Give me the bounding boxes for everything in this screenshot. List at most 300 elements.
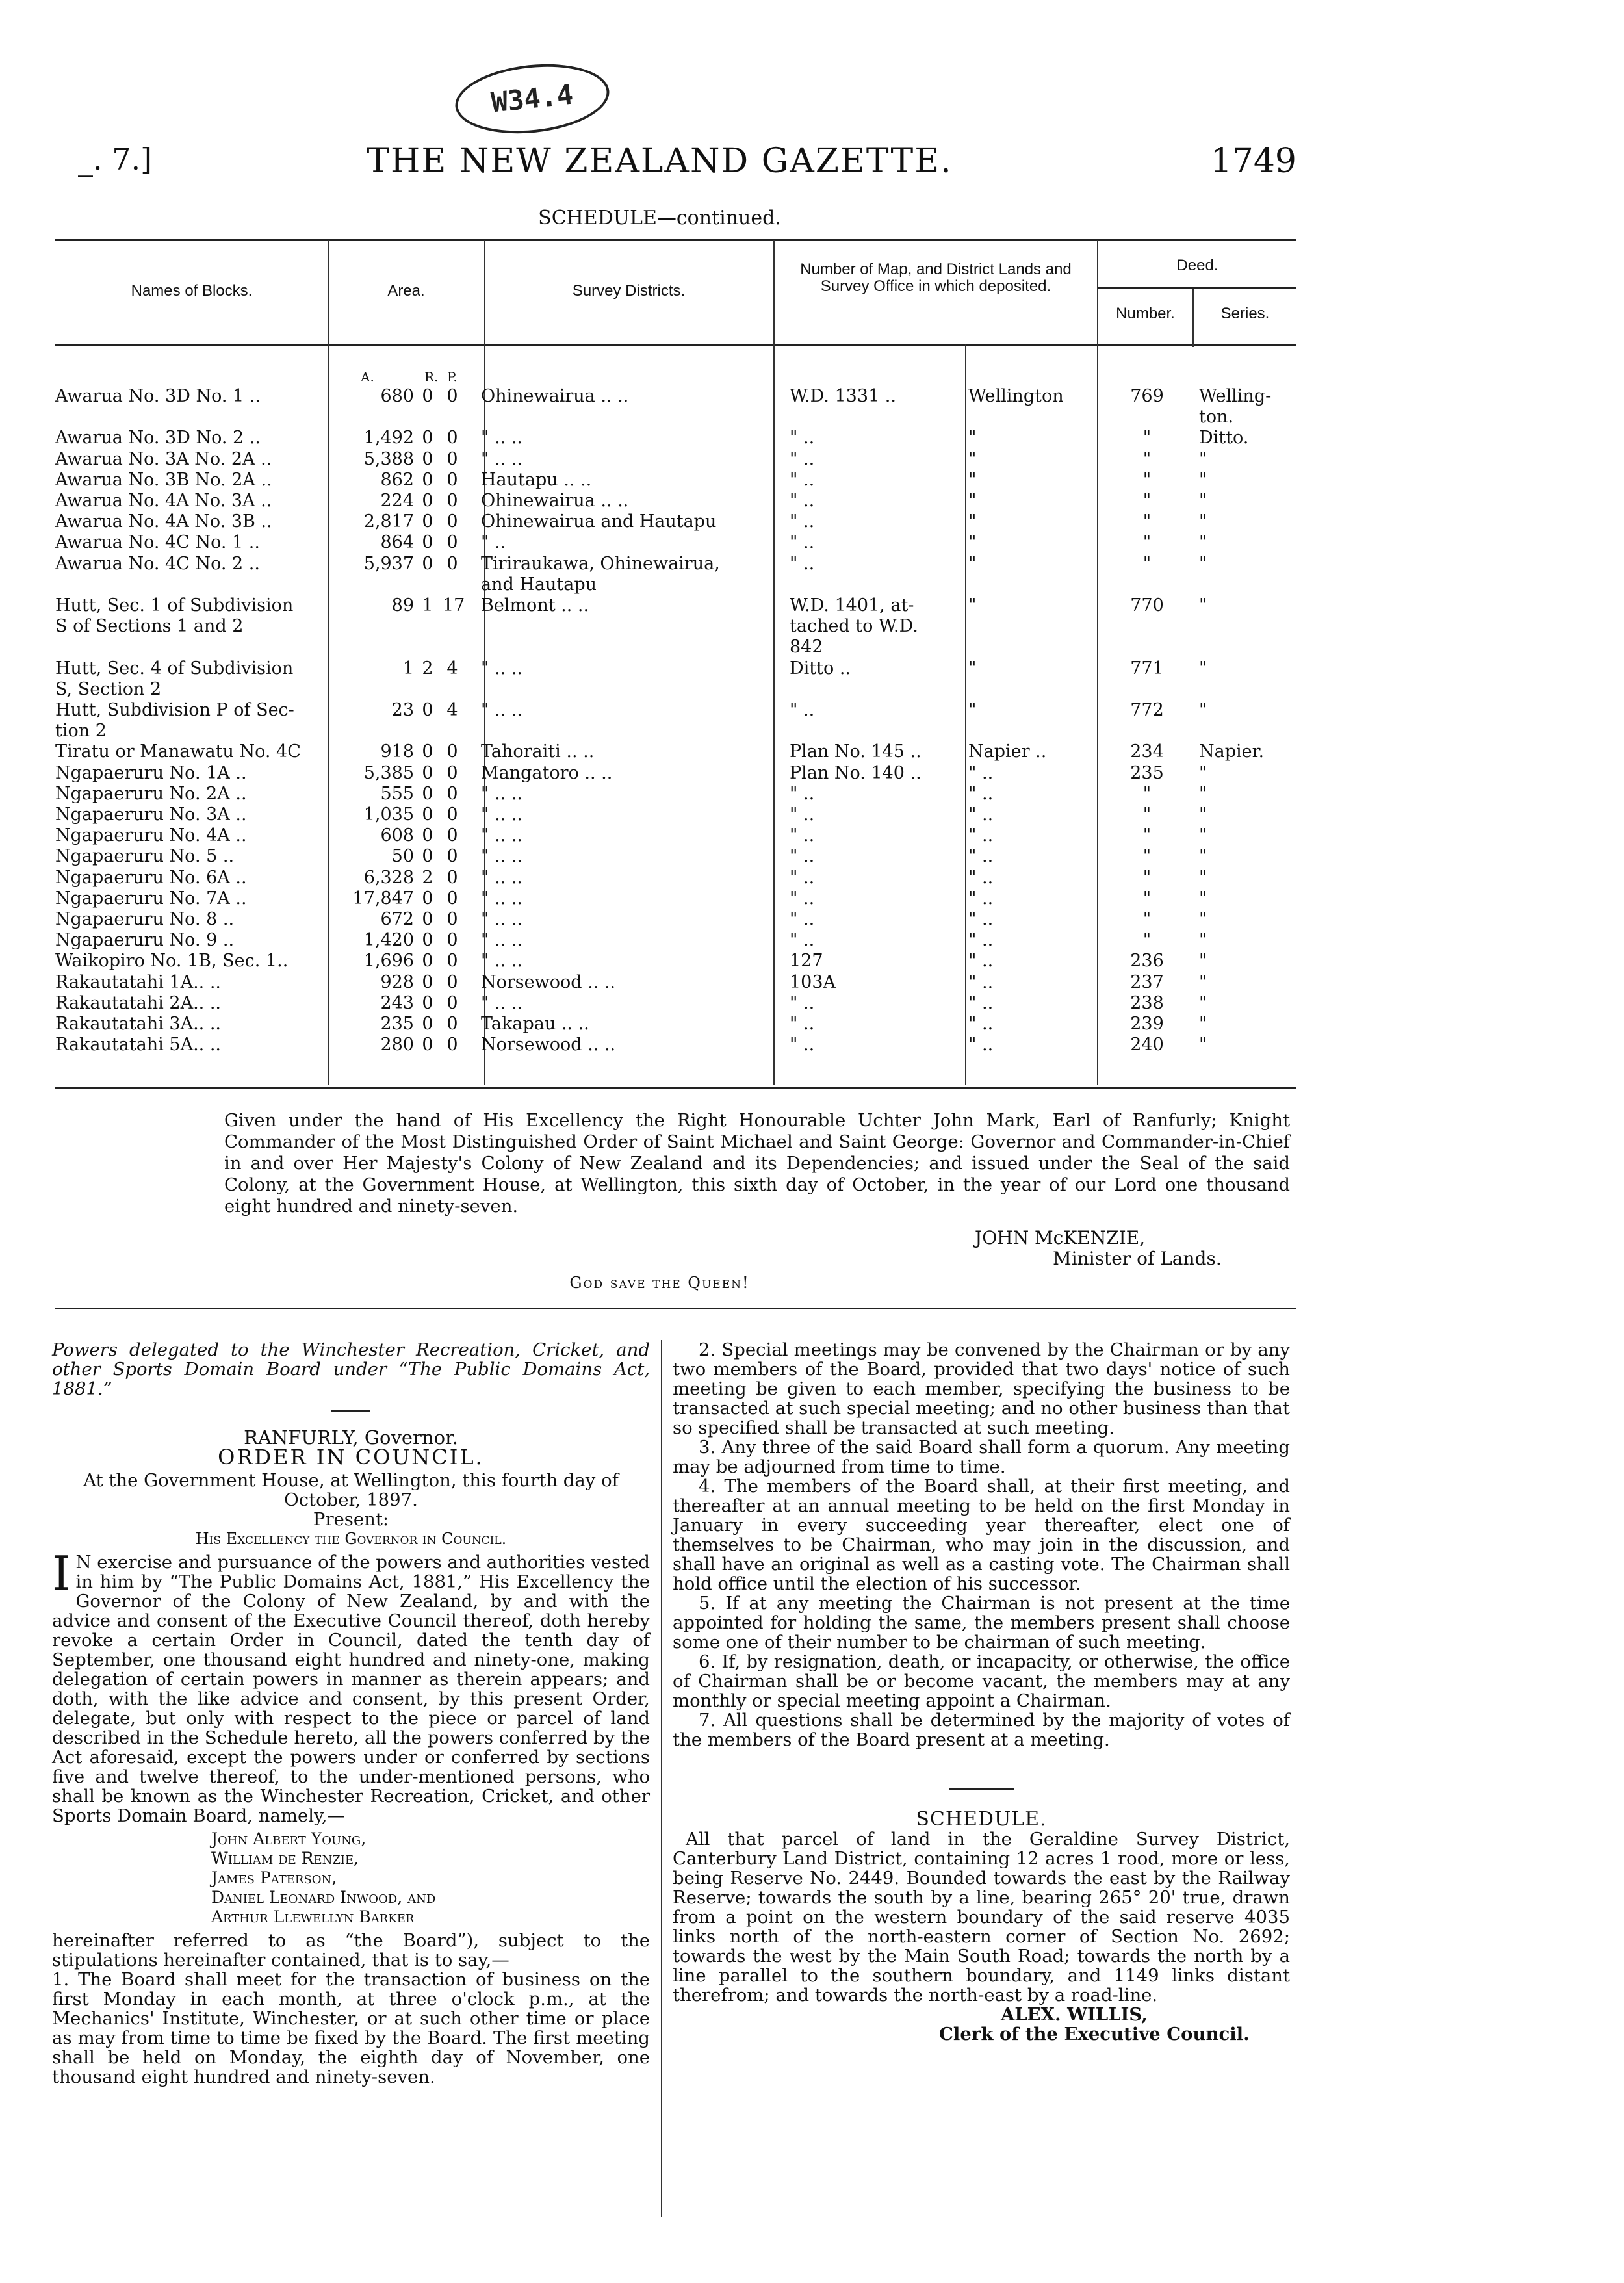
cell-number: 770 <box>1130 595 1164 615</box>
cell-name: Ngapaeruru No. 7A .. <box>55 888 247 909</box>
cell-r: 2 <box>422 867 433 888</box>
cell-p: 0 <box>446 386 458 406</box>
cell-name: Hutt, Sec. 4 of Subdivision <box>55 658 294 678</box>
cell-series: " <box>1199 867 1207 888</box>
cell-district: Tahoraiti .. .. <box>481 742 595 762</box>
cell-r: 1 <box>422 595 433 615</box>
cell-district: Tiriraukawa, Ohinewairua, <box>481 553 720 574</box>
cell-map: " .. <box>790 846 815 867</box>
cell-p: 0 <box>446 846 458 867</box>
cell-a: 5,385 <box>363 762 414 783</box>
cell-r: 0 <box>422 846 433 867</box>
cell-map: tached to W.D. <box>790 616 918 637</box>
cell-a: 1,696 <box>363 951 414 972</box>
cell-map: Plan No. 145 .. <box>790 742 922 762</box>
his-excellency-line: His Excellency the Governor in Council. <box>195 1530 507 1548</box>
cell-r: 0 <box>422 762 433 783</box>
cell-r: 0 <box>422 992 433 1013</box>
table-row <box>55 763 1296 784</box>
table-row <box>55 825 1296 846</box>
cell-number: " <box>1142 867 1152 888</box>
column-divider <box>661 1340 662 2217</box>
cell-number: 236 <box>1130 951 1164 972</box>
table-row <box>55 846 1296 867</box>
cell-r: 0 <box>422 511 433 532</box>
cell-name: Awarua No. 3B No. 2A .. <box>55 469 272 490</box>
cell-name: Ngapaeruru No. 9 .. <box>55 930 235 951</box>
cell-r: 0 <box>422 1014 433 1034</box>
cell-office: " <box>968 469 977 490</box>
cell-series: " <box>1199 1035 1207 1055</box>
table-row <box>55 428 1296 448</box>
cell-r: 0 <box>422 972 433 992</box>
cell-number: " <box>1142 805 1152 825</box>
cell-series: " <box>1199 972 1207 992</box>
cell-map: " .. <box>790 428 815 448</box>
schedule-rule <box>949 1788 1014 1790</box>
cell-office: " .. <box>968 1014 994 1034</box>
col-header-map: Number of Map, and District Lands and Survey Office in which deposited. <box>800 261 1072 295</box>
cell-p: 0 <box>446 469 458 490</box>
governor-line: RANFURLY, Governor. <box>244 1426 458 1449</box>
cell-district: " .. .. <box>481 783 522 804</box>
cell-name: Waikopiro No. 1B, Sec. 1.. <box>55 951 289 972</box>
cell-p: 0 <box>446 909 458 929</box>
cell-office: " .. <box>968 762 994 783</box>
cell-p: 0 <box>446 992 458 1013</box>
place-and-date: At the Government House, at Wellington, this fourth day of October, 1897. <box>83 1470 619 1510</box>
cell-a: 918 <box>380 742 414 762</box>
cell-number: 240 <box>1130 1035 1164 1055</box>
cell-map: " .. <box>790 511 815 532</box>
cell-a: 5,937 <box>363 553 414 574</box>
table-row <box>55 407 1296 428</box>
cell-r: 0 <box>422 742 433 762</box>
left-column <box>52 1340 650 2087</box>
schedule-continued-heading: SCHEDULE—continued. <box>538 207 781 229</box>
table-row <box>55 721 1296 742</box>
cell-series: " <box>1199 992 1207 1013</box>
table-row <box>55 679 1296 700</box>
clause-3: 3. Any three of the said Board shall form a quorum. Any meeting may be adjourned from time to time. <box>673 1437 1290 1477</box>
archive-stamp: W34.4 <box>452 57 613 140</box>
cell-series: " <box>1199 700 1207 720</box>
table-row <box>55 868 1296 888</box>
cell-number: " <box>1142 553 1152 574</box>
board-members <box>52 1829 650 1927</box>
schedule-title: SCHEDULE. <box>916 1808 1047 1831</box>
cell-map: " .. <box>790 805 815 825</box>
cell-series: Ditto. <box>1199 428 1249 448</box>
cell-office: " <box>968 448 977 469</box>
cell-office: " <box>968 428 977 448</box>
cell-office: " <box>968 595 977 615</box>
cell-p: 0 <box>446 825 458 846</box>
cell-office: " .. <box>968 805 994 825</box>
member-name: John Albert Young, <box>211 1829 367 1848</box>
cell-district: and Hautapu <box>481 574 597 595</box>
cell-series: " <box>1199 783 1207 804</box>
cell-number: 234 <box>1130 742 1164 762</box>
cell-map: " .. <box>790 909 815 929</box>
cell-r: 0 <box>422 386 433 406</box>
cell-number: " <box>1142 469 1152 490</box>
table-row <box>55 888 1296 909</box>
col-header-area: Area. <box>387 282 425 300</box>
table-row <box>55 491 1296 511</box>
member-name: Arthur Llewellyn Barker <box>211 1907 415 1926</box>
clause-2: 2. Special meetings may be convened by the Chairman or by any two members of the Board, provided that two days' notice of such meeting be given to each member, specifying the business to be transacted at such special meeting; and no other business than that so specified shall be transacted at such meeting. <box>673 1339 1290 1438</box>
cell-office: Napier .. <box>968 742 1047 762</box>
member-name: James Paterson, <box>211 1868 337 1887</box>
cell-name: Awarua No. 4C No. 2 .. <box>55 553 260 574</box>
cell-a: 864 <box>380 532 414 553</box>
cell-r: 0 <box>422 491 433 511</box>
cell-map: " .. <box>790 553 815 574</box>
cell-r: 0 <box>422 909 433 929</box>
cell-district: " .. .. <box>481 992 522 1013</box>
cell-p: 0 <box>446 448 458 469</box>
cell-a: 672 <box>380 909 414 929</box>
table-bottom-rule <box>55 1087 1296 1089</box>
clerk-name: ALEX. WILLIS, <box>1001 2004 1148 2025</box>
cell-r: 0 <box>422 783 433 804</box>
cell-district: " .. .. <box>481 930 522 951</box>
cell-district: Takapau .. .. <box>481 1014 589 1034</box>
cell-p: 0 <box>446 553 458 574</box>
cell-district: Ohinewairua .. .. <box>481 386 629 406</box>
col-header-districts: Survey Districts. <box>572 282 686 300</box>
cell-office: " .. <box>968 972 994 992</box>
cell-district: " .. .. <box>481 888 522 909</box>
cell-district: Norsewood .. .. <box>481 972 616 992</box>
cell-map: " .. <box>790 825 815 846</box>
cell-name: Ngapaeruru No. 8 .. <box>55 909 235 929</box>
clause-5: 5. If at any meeting the Chairman is not present at the time appointed for holding the same, the members present shall choose some one of their number to be chairman of such meeting. <box>673 1593 1290 1653</box>
area-unit-labels <box>55 369 1296 385</box>
cell-map: " .. <box>790 448 815 469</box>
cell-office: " .. <box>968 846 994 867</box>
cell-district: " .. .. <box>481 805 522 825</box>
cell-r: 0 <box>422 1035 433 1055</box>
cell-p: 0 <box>446 783 458 804</box>
cell-r: 0 <box>422 805 433 825</box>
table-row <box>55 386 1296 407</box>
cell-name: Ngapaeruru No. 4A .. <box>55 825 247 846</box>
proclamation-text: Given under the hand of His Excellency the Right Honourable Uchter John Mark, Earl of Ranfurly; Knight Commander of the Most Distinguished Order of Saint Michael and Saint George: Governor and Commander-in-Chief in and over Her Majesty's Colony of New Zealand and its Dependencies; and issued under the Seal of the said Colony, at the Government House, at Wellington, this sixth day of October, in the year of our Lord one thousand eight hundred and ninety-seven. <box>224 1110 1290 1217</box>
cell-p: 0 <box>446 742 458 762</box>
cell-district: Ohinewairua .. .. <box>481 491 629 511</box>
cell-office: " <box>968 511 977 532</box>
cell-series: " <box>1199 951 1207 972</box>
cell-district: Ohinewairua and Hautapu <box>481 511 717 532</box>
cell-name: Ngapaeruru No. 3A .. <box>55 805 247 825</box>
cell-number: " <box>1142 448 1152 469</box>
cell-name: Rakautatahi 3A.. .. <box>55 1014 221 1034</box>
cell-p: 0 <box>446 511 458 532</box>
unit-acres: A. <box>361 369 374 385</box>
drop-cap: I <box>52 1546 71 1601</box>
page-date-ref: _. 7.] <box>78 142 153 177</box>
cell-series: " <box>1199 553 1207 574</box>
cell-p: 17 <box>443 595 465 615</box>
cell-name: Rakautatahi 1A.. .. <box>55 972 221 992</box>
cell-number: " <box>1142 825 1152 846</box>
cell-office: " <box>968 553 977 574</box>
cell-r: 0 <box>422 532 433 553</box>
cell-r: 0 <box>422 888 433 909</box>
cell-series: " <box>1199 825 1207 846</box>
cell-office: " <box>968 700 977 720</box>
cell-series: " <box>1199 658 1207 678</box>
cell-number: " <box>1142 909 1152 929</box>
member-name: Daniel Leonard Inwood, and <box>211 1888 436 1907</box>
cell-district: " .. .. <box>481 825 522 846</box>
short-rule <box>331 1410 370 1412</box>
cell-r: 2 <box>422 658 433 678</box>
table-row <box>55 574 1296 595</box>
cell-a: 243 <box>380 992 414 1013</box>
cell-district: " .. .. <box>481 867 522 888</box>
cell-series: " <box>1199 909 1207 929</box>
cell-map: 842 <box>790 637 823 658</box>
col-header-number: Number. <box>1116 305 1175 322</box>
cell-name: Awarua No. 4A No. 3A .. <box>55 491 272 511</box>
cell-name: S, Section 2 <box>55 678 162 699</box>
present-label: Present: <box>313 1509 389 1530</box>
cell-office: " .. <box>968 951 994 972</box>
cell-r: 0 <box>422 448 433 469</box>
cell-series: " <box>1199 846 1207 867</box>
order-body <box>52 1546 650 1826</box>
cell-a: 680 <box>380 386 414 406</box>
cell-district: Norsewood .. .. <box>481 1035 616 1055</box>
cell-map: " .. <box>790 783 815 804</box>
order-in-council-title: ORDER IN COUNCIL. <box>218 1445 484 1469</box>
cell-p: 0 <box>446 428 458 448</box>
cell-district: " .. .. <box>481 658 522 678</box>
cell-number: " <box>1142 783 1152 804</box>
table-row <box>55 511 1296 532</box>
page-number: 1749 <box>1210 142 1296 181</box>
cell-a: 17,847 <box>352 888 414 909</box>
cell-name: Hutt, Sec. 1 of Subdivision <box>55 595 294 615</box>
cell-a: 2,817 <box>363 511 414 532</box>
cell-number: 772 <box>1130 700 1164 720</box>
cell-p: 0 <box>446 762 458 783</box>
cell-a: 1,035 <box>363 805 414 825</box>
right-column <box>673 1340 1290 2044</box>
cell-p: 0 <box>446 491 458 511</box>
cell-p: 4 <box>446 700 458 720</box>
cell-district: Mangatoro .. .. <box>481 762 613 783</box>
table-row <box>55 532 1296 553</box>
cell-number: " <box>1142 428 1152 448</box>
cell-r: 0 <box>422 951 433 972</box>
table-row <box>55 700 1296 721</box>
table-row <box>55 1035 1296 1055</box>
cell-office: " .. <box>968 867 994 888</box>
cell-number: " <box>1142 511 1152 532</box>
cell-number: 771 <box>1130 658 1164 678</box>
cell-a: 862 <box>380 469 414 490</box>
cell-a: 224 <box>380 491 414 511</box>
cell-a: 928 <box>380 972 414 992</box>
cell-office: " .. <box>968 992 994 1013</box>
cell-series: " <box>1199 888 1207 909</box>
cell-p: 0 <box>446 972 458 992</box>
cell-r: 0 <box>422 428 433 448</box>
cell-map: " .. <box>790 700 815 720</box>
cell-series: " <box>1199 1014 1207 1034</box>
cell-map: " .. <box>790 1035 815 1055</box>
cell-series: " <box>1199 595 1207 615</box>
cell-office: " <box>968 491 977 511</box>
table-row <box>55 1014 1296 1035</box>
cell-district: " .. .. <box>481 846 522 867</box>
cell-p: 0 <box>446 888 458 909</box>
schedule-body: All that parcel of land in the Geraldine Survey District, Canterbury Land District, containing 12 acres 1 rood, more or less, being Reserve No. 2449. Bounded towards the east by the Railway Reserve; towards the south by a line, bearing 265° 20' true, drawn from a point on the western boundary of the said reserve 4035 links north of the north-eastern corner of Section No. 2692; towards the west by the Main South Road; towards the north by a line parallel to the southern boundary, and 1149 links distant therefrom; and towards the north-east by a road-line. <box>673 1829 1290 2006</box>
cell-a: 1,420 <box>363 930 414 951</box>
cell-name: Awarua No. 4A No. 3B .. <box>55 511 272 532</box>
cell-district: " .. .. <box>481 448 522 469</box>
cell-map: " .. <box>790 532 815 553</box>
cell-office: " .. <box>968 783 994 804</box>
cell-office: " .. <box>968 888 994 909</box>
cell-office: " .. <box>968 1035 994 1055</box>
table-row <box>55 993 1296 1014</box>
cell-office: " <box>968 532 977 553</box>
table-row <box>55 637 1296 658</box>
cell-series: " <box>1199 805 1207 825</box>
cell-map: " .. <box>790 491 815 511</box>
cell-name: Rakautatahi 5A.. .. <box>55 1035 221 1055</box>
table-row <box>55 972 1296 993</box>
cell-a: 23 <box>391 700 414 720</box>
cell-map: Plan No. 140 .. <box>790 762 922 783</box>
stipulations-intro: hereinafter referred to as “the Board”), subject to the stipulations hereinafter contained, that is to say,— <box>52 1930 650 1970</box>
cell-district: " .. .. <box>481 700 522 720</box>
cell-office: " .. <box>968 930 994 951</box>
table-row <box>55 909 1296 930</box>
signature-name: JOHN McKENZIE, <box>975 1227 1146 1248</box>
table-row <box>55 951 1296 972</box>
cell-a: 50 <box>391 846 414 867</box>
cell-number: " <box>1142 930 1152 951</box>
col-header-names: Names of Blocks. <box>131 282 253 300</box>
section-rule <box>55 1308 1296 1309</box>
cell-number: 239 <box>1130 1014 1164 1034</box>
god-save-the-queen: God save the Queen! <box>569 1274 750 1292</box>
cell-p: 0 <box>446 930 458 951</box>
cell-number: 238 <box>1130 992 1164 1013</box>
cell-office: Wellington <box>968 386 1064 406</box>
cell-office: " <box>968 658 977 678</box>
cell-map: W.D. 1401, at- <box>790 595 914 615</box>
order-body-text: N exercise and pursuance of the powers and authorities vested in him by “The Public Domains Act, 1881,” His Excellency the Governor of the Colony of New Zealand, by and with the advice and consent of the Executive Council thereof, doth hereby revoke a certain Order in Council, dated the tenth day of September, one thousand eight hundred and ninety-one, making delegation of certain powers in manner as therein appears; and doth, with the like advice and consent, by this present Order, delegate, but only with respect to the piece or parcel of land described in the Schedule hereto, all the powers conferred by the Act aforesaid, except the powers under or conferred by sections five and twelve thereof, to the under-mentioned persons, who shall be known as the Winchester Recreation, Cricket, and other Sports Domain Board, namely,— <box>52 1552 650 1826</box>
cell-map: " .. <box>790 867 815 888</box>
cell-series: ton. <box>1199 407 1234 428</box>
cell-r: 0 <box>422 553 433 574</box>
cell-name: Awarua No. 3D No. 1 .. <box>55 386 261 406</box>
clause-4: 4. The members of the Board shall, at their first meeting, and thereafter at an annual meeting to be held on the first Monday in January in every succeeding year thereafter, elect one of themselves to be Chairman, who may join in the discussion, and shall have an original as well as a casting vote. The Chairman shall hold office until the election of his successor. <box>673 1476 1290 1594</box>
cell-map: W.D. 1331 .. <box>790 386 896 406</box>
cell-map: Ditto .. <box>790 658 851 678</box>
cell-series: " <box>1199 511 1207 532</box>
table-row <box>55 449 1296 470</box>
cell-number: " <box>1142 491 1152 511</box>
cell-a: 1,492 <box>363 428 414 448</box>
cell-map: " .. <box>790 469 815 490</box>
table-row <box>55 784 1296 805</box>
cell-series: " <box>1199 930 1207 951</box>
cell-district: Hautapu .. .. <box>481 469 592 490</box>
clerk-title: Clerk of the Executive Council. <box>939 2024 1250 2044</box>
table-row <box>55 742 1296 762</box>
table-row <box>55 805 1296 825</box>
cell-p: 0 <box>446 867 458 888</box>
cell-number: " <box>1142 888 1152 909</box>
cell-office: " .. <box>968 909 994 929</box>
signature-title: Minister of Lands. <box>1053 1248 1222 1269</box>
clause-6: 6. If, by resignation, death, or incapacity, or otherwise, the office of Chairman shall be or become vacant, the members may at any monthly or special meeting appoint a Chairman. <box>673 1651 1290 1711</box>
cell-name: S of Sections 1 and 2 <box>55 616 244 637</box>
cell-p: 0 <box>446 951 458 972</box>
gazette-title: THE NEW ZEALAND GAZETTE. <box>367 142 953 181</box>
cell-number: 769 <box>1130 386 1164 406</box>
delegation-heading: Powers delegated to the Winchester Recreation, Cricket, and other Sports Domain Board under “The Public Domains Act, 1881.” <box>52 1339 650 1399</box>
cell-name: Ngapaeruru No. 5 .. <box>55 846 235 867</box>
cell-r: 0 <box>422 469 433 490</box>
cell-district: " .. .. <box>481 951 522 972</box>
cell-map: " .. <box>790 888 815 909</box>
cell-name: Ngapaeruru No. 1A .. <box>55 762 247 783</box>
cell-series: " <box>1199 762 1207 783</box>
cell-r: 0 <box>422 930 433 951</box>
clause-1: 1. The Board shall meet for the transaction of business on the first Monday in each month, at three o'clock p.m., at the Mechanics' Institute, Winchester, or at such other time or place as may from time to time be fixed by the Board. The first meeting shall be held on Monday, the eighth day of November, one thousand eight hundred and ninety-seven. <box>52 1969 650 2087</box>
cell-name: Rakautatahi 2A.. .. <box>55 992 221 1013</box>
cell-p: 0 <box>446 532 458 553</box>
cell-number: 237 <box>1130 972 1164 992</box>
deed-subheader-rule <box>1098 287 1296 289</box>
cell-a: 555 <box>380 783 414 804</box>
cell-a: 5,388 <box>363 448 414 469</box>
cell-p: 0 <box>446 1014 458 1034</box>
cell-name: Awarua No. 3A No. 2A .. <box>55 448 272 469</box>
table-row <box>55 930 1296 951</box>
cell-map: " .. <box>790 930 815 951</box>
table-row <box>55 616 1296 637</box>
cell-a: 6,328 <box>363 867 414 888</box>
cell-series: " <box>1199 532 1207 553</box>
unit-perches: P. <box>447 369 458 385</box>
cell-series: " <box>1199 448 1207 469</box>
cell-p: 0 <box>446 805 458 825</box>
cell-map: " .. <box>790 1014 815 1034</box>
cell-name: Ngapaeruru No. 6A .. <box>55 867 247 888</box>
unit-roods: R. <box>424 369 439 385</box>
table-header-rule <box>55 344 1296 346</box>
cell-name: Ngapaeruru No. 2A .. <box>55 783 247 804</box>
cell-r: 0 <box>422 700 433 720</box>
cell-district: " .. .. <box>481 428 522 448</box>
cell-district: " .. <box>481 532 506 553</box>
cell-series: " <box>1199 469 1207 490</box>
table-top-rule <box>55 239 1296 241</box>
cell-p: 0 <box>446 1035 458 1055</box>
table-row <box>55 595 1296 616</box>
cell-name: Hutt, Subdivision P of Sec- <box>55 700 294 720</box>
